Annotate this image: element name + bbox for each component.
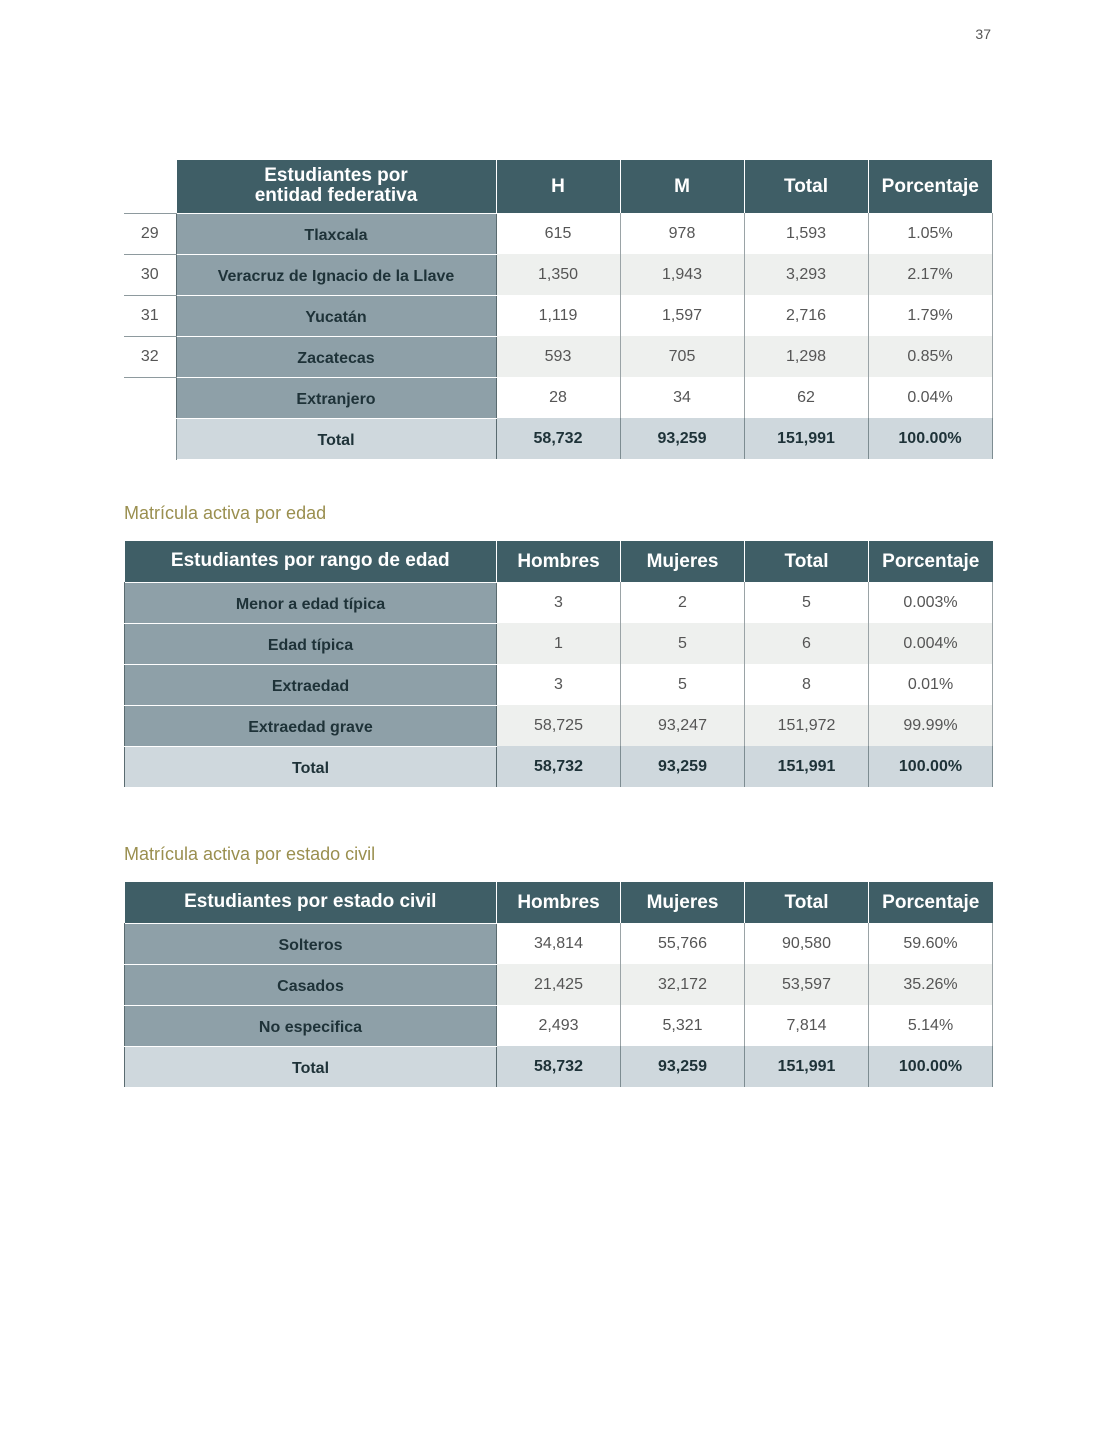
cell-total: 90,580: [745, 923, 869, 964]
row-index: 30: [124, 254, 176, 295]
row-label: Extranjero: [176, 377, 496, 418]
row-index: [124, 377, 176, 418]
cell-percent: 5.14%: [869, 1005, 993, 1046]
cell-total: 62: [744, 377, 868, 418]
table-header-row: [125, 882, 993, 923]
header-women: Mujeres: [621, 541, 745, 582]
table-row: [124, 377, 992, 418]
cell-men: 21,425: [497, 964, 621, 1005]
cell-women: 5: [621, 623, 745, 664]
table-row: [125, 664, 993, 705]
states-table: [124, 160, 993, 460]
states-table-block: [124, 160, 992, 460]
table-row: [124, 213, 992, 254]
total-m: 93,259: [620, 418, 744, 459]
cell-total: 7,814: [745, 1005, 869, 1046]
cell-total: 2,716: [744, 295, 868, 336]
table-row: [125, 705, 993, 746]
cell-percent: 59.60%: [869, 923, 993, 964]
cell-m: 705: [620, 336, 744, 377]
cell-total: 53,597: [745, 964, 869, 1005]
row-label: Yucatán: [176, 295, 496, 336]
total-percent: 100.00%: [869, 746, 993, 787]
cell-total: 3,293: [744, 254, 868, 295]
table-header-row: [125, 541, 993, 582]
cell-h: 615: [496, 213, 620, 254]
header-percent: Porcentaje: [869, 541, 993, 582]
cell-m: 34: [620, 377, 744, 418]
row-label: Menor a edad típica: [125, 582, 497, 623]
row-label: Edad típica: [125, 623, 497, 664]
civil-table-block: [124, 882, 992, 1088]
header-percent: Porcentaje: [869, 882, 993, 923]
civil-section-title: Matrícula activa por estado civil: [124, 844, 376, 864]
table-row: [125, 1005, 993, 1046]
total-label: Total: [125, 1046, 497, 1087]
cell-total: 5: [745, 582, 869, 623]
row-label: Veracruz de Ignacio de la Llave: [176, 254, 496, 295]
cell-m: 978: [620, 213, 744, 254]
cell-total: 1,298: [744, 336, 868, 377]
cell-h: 1,119: [496, 295, 620, 336]
row-label: Extraedad grave: [125, 705, 497, 746]
index-header-empty: [124, 160, 176, 213]
total-men: 58,732: [497, 746, 621, 787]
table-row: [125, 923, 993, 964]
cell-h: 1,350: [496, 254, 620, 295]
header-percent: Porcentaje: [868, 160, 992, 213]
cell-men: 1: [497, 623, 621, 664]
total-women: 93,259: [621, 746, 745, 787]
table-row: [125, 964, 993, 1005]
cell-total: 8: [745, 664, 869, 705]
cell-men: 34,814: [497, 923, 621, 964]
cell-total: 151,972: [745, 705, 869, 746]
header-m: M: [620, 160, 744, 213]
total-women: 93,259: [621, 1046, 745, 1087]
cell-men: 58,725: [497, 705, 621, 746]
total-h: 58,732: [496, 418, 620, 459]
row-label: Tlaxcala: [176, 213, 496, 254]
table-row: [124, 254, 992, 295]
page-number: 37: [975, 26, 991, 42]
civil-table: [124, 882, 993, 1088]
table-row: [125, 582, 993, 623]
header-men: Hombres: [497, 882, 621, 923]
age-table: [124, 541, 993, 788]
cell-m: 1,943: [620, 254, 744, 295]
total-label: Total: [176, 418, 496, 459]
cell-women: 5: [621, 664, 745, 705]
cell-men: 3: [497, 582, 621, 623]
header-entity-line1: Estudiantes por: [264, 165, 408, 187]
cell-women: 2: [621, 582, 745, 623]
age-section-title: Matrícula activa por edad: [124, 503, 327, 523]
row-index: 29: [124, 213, 176, 254]
header-women: Mujeres: [621, 882, 745, 923]
cell-h: 593: [496, 336, 620, 377]
total-total: 151,991: [745, 1046, 869, 1087]
total-total: 151,991: [744, 418, 868, 459]
total-row: [125, 746, 993, 787]
row-label: Zacatecas: [176, 336, 496, 377]
cell-m: 1,597: [620, 295, 744, 336]
total-row: [124, 418, 992, 459]
header-total: Total: [745, 541, 869, 582]
table-row: [124, 295, 992, 336]
total-percent: 100.00%: [869, 1046, 993, 1087]
cell-women: 32,172: [621, 964, 745, 1005]
cell-women: 93,247: [621, 705, 745, 746]
row-index: 31: [124, 295, 176, 336]
age-table-block: [124, 541, 992, 788]
table-row: [124, 336, 992, 377]
cell-men: 2,493: [497, 1005, 621, 1046]
cell-percent: 99.99%: [869, 705, 993, 746]
header-h: H: [496, 160, 620, 213]
row-label: Extraedad: [125, 664, 497, 705]
header-civil-status: Estudiantes por estado civil: [125, 882, 497, 923]
total-men: 58,732: [497, 1046, 621, 1087]
total-label: Total: [125, 746, 497, 787]
cell-percent: 0.85%: [868, 336, 992, 377]
cell-percent: 0.04%: [868, 377, 992, 418]
header-entity-line2: entidad federativa: [254, 185, 418, 207]
total-row: [125, 1046, 993, 1087]
row-index: 32: [124, 336, 176, 377]
table-header-row: [124, 160, 992, 213]
total-total: 151,991: [745, 746, 869, 787]
row-index-empty: [124, 418, 176, 459]
table-row: [125, 623, 993, 664]
cell-total: 6: [745, 623, 869, 664]
row-label: Solteros: [125, 923, 497, 964]
cell-percent: 0.003%: [869, 582, 993, 623]
cell-percent: 1.79%: [868, 295, 992, 336]
header-total: Total: [744, 160, 868, 213]
cell-percent: 35.26%: [869, 964, 993, 1005]
cell-percent: 0.01%: [869, 664, 993, 705]
cell-total: 1,593: [744, 213, 868, 254]
cell-men: 3: [497, 664, 621, 705]
header-age-range: Estudiantes por rango de edad: [125, 541, 497, 582]
cell-h: 28: [496, 377, 620, 418]
total-percent: 100.00%: [868, 418, 992, 459]
cell-women: 5,321: [621, 1005, 745, 1046]
header-total: Total: [745, 882, 869, 923]
cell-percent: 0.004%: [869, 623, 993, 664]
cell-women: 55,766: [621, 923, 745, 964]
cell-percent: 2.17%: [868, 254, 992, 295]
header-men: Hombres: [497, 541, 621, 582]
header-entity: [176, 160, 496, 213]
cell-percent: 1.05%: [868, 213, 992, 254]
row-label: No especifica: [125, 1005, 497, 1046]
row-label: Casados: [125, 964, 497, 1005]
